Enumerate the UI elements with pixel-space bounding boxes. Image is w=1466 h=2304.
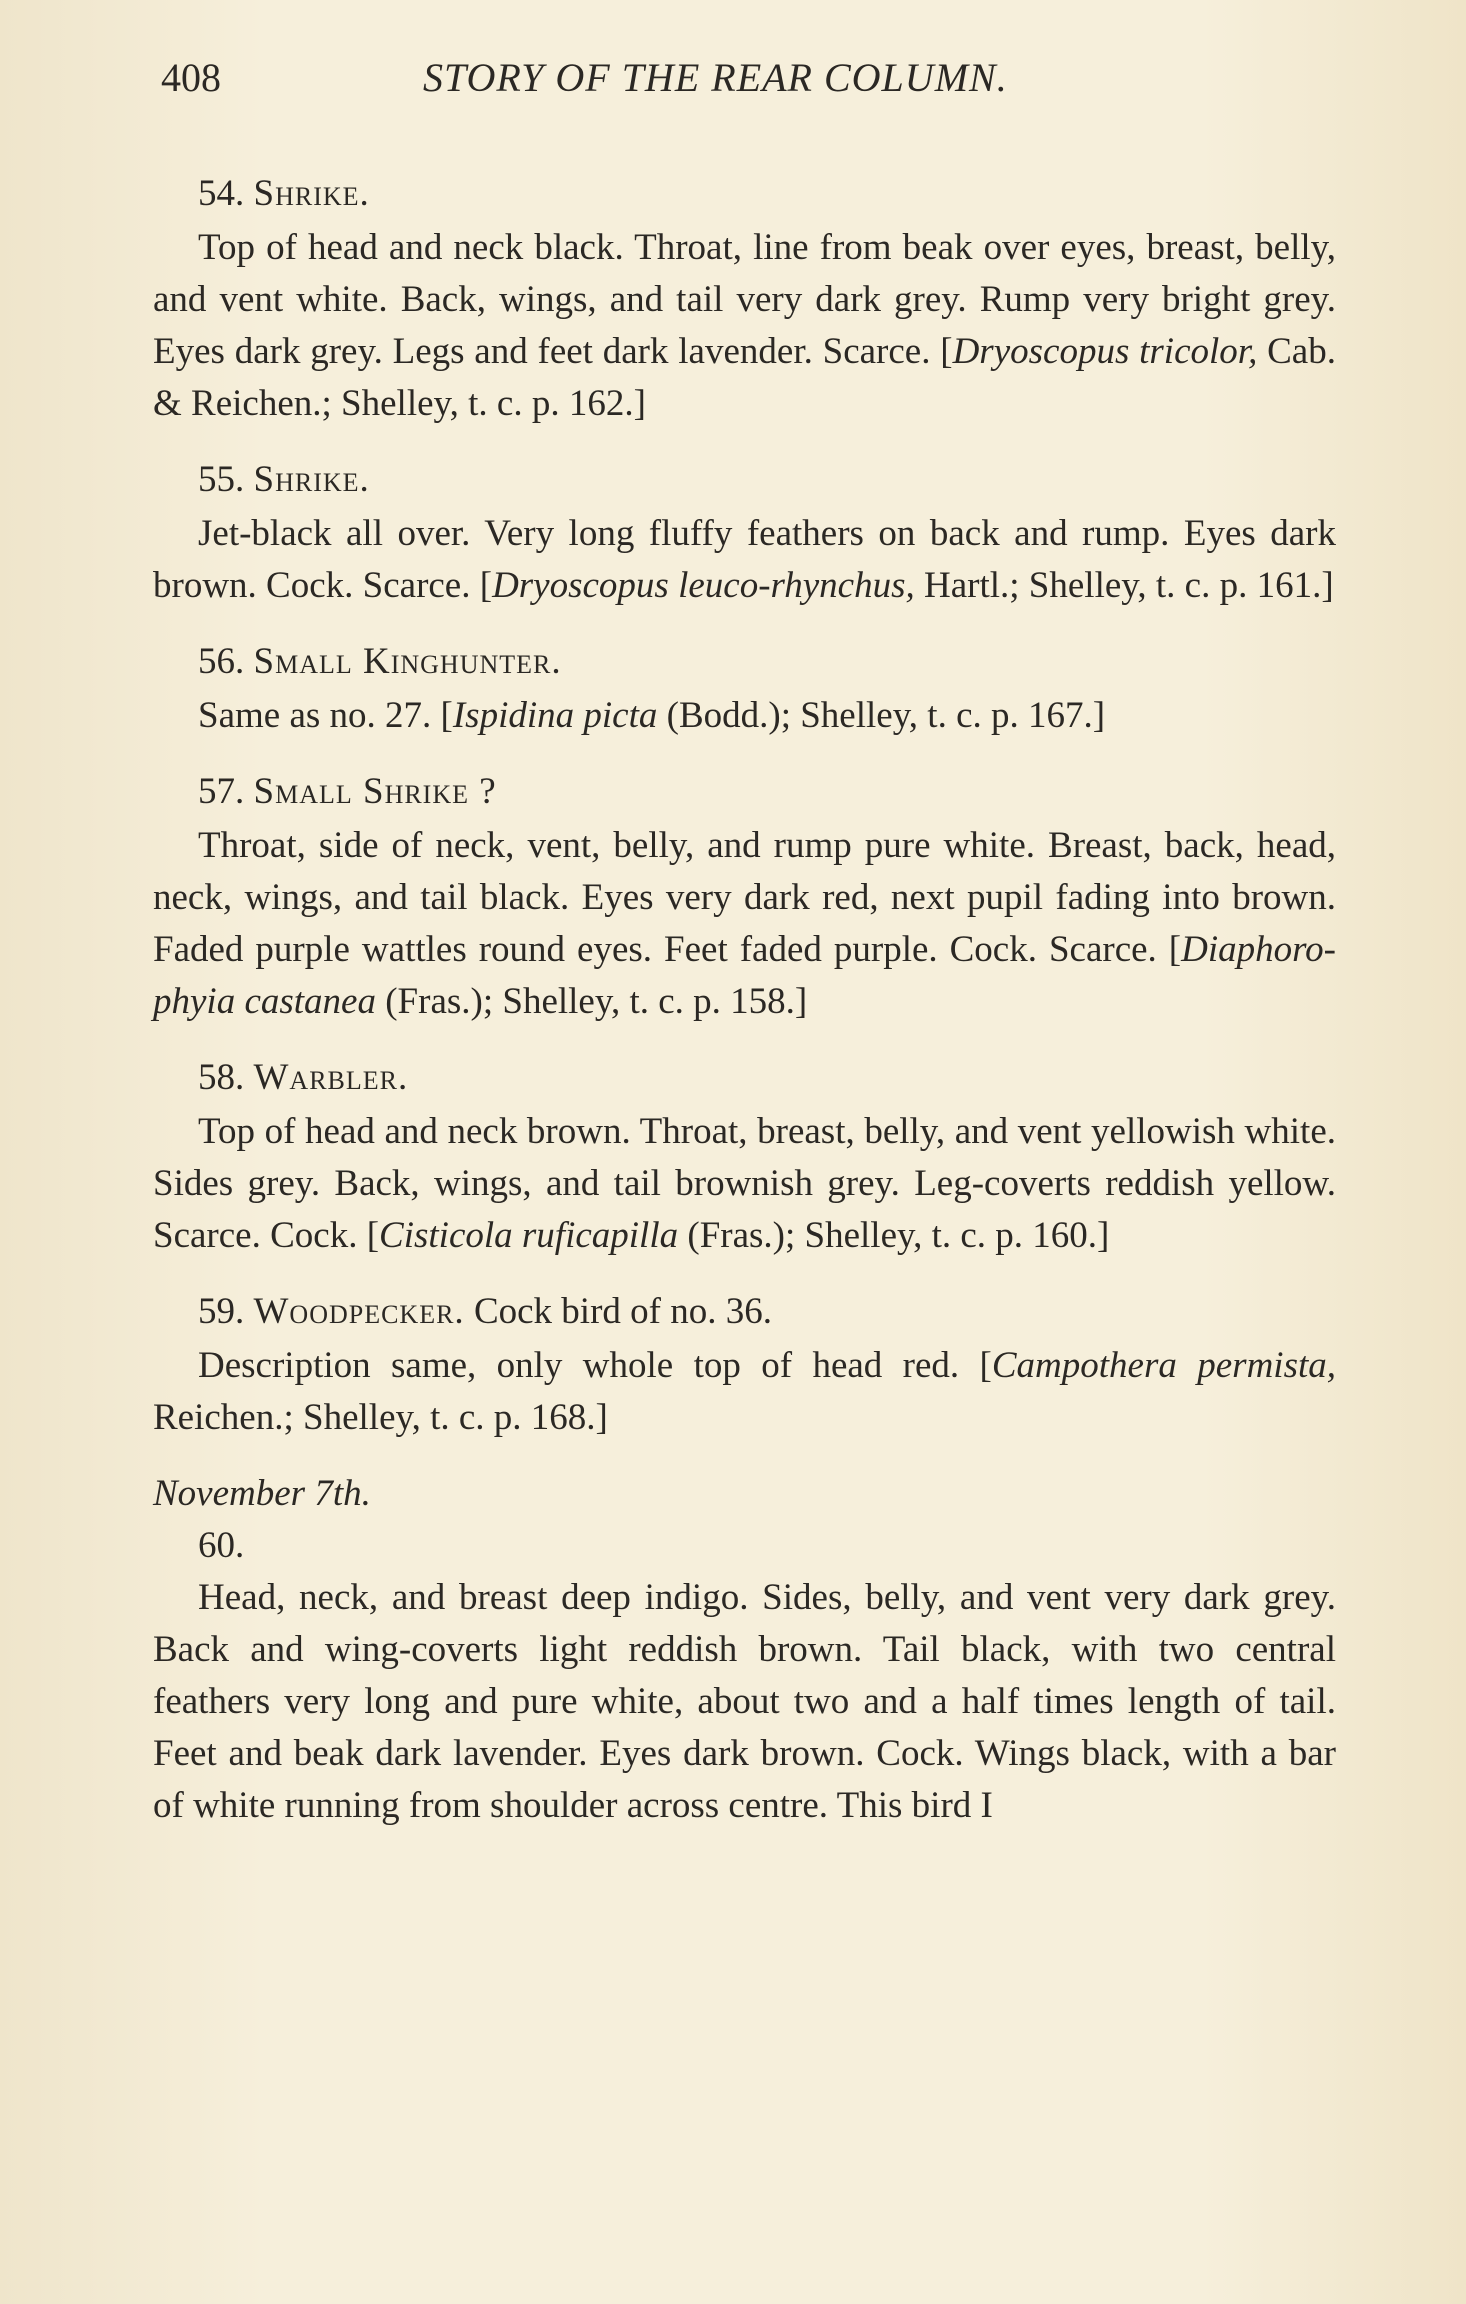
entry-60 [153,1520,1336,1832]
entry-57 [153,766,1336,1028]
entry-text: Description same, only whole top of head red. [198,1345,960,1386]
entry-description: Top of head and neck brown. Throat, breast, belly, and vent yellowish white. Sides grey. Back, wings, and tail brownish grey. Leg-coverts reddish yellow. Scarce. Cock. [Cisticola ruficapilla (Fras.); Shelley, t. c. p. 160.] [153,1111,1336,1256]
entry-heading [198,168,1336,220]
entry-description: Description same, only whole top of head red. [Campothera permista, Reichen.; Shelley, t. c. p. 168.] [153,1345,1336,1438]
entry-heading [198,766,1336,818]
entry-bird-name: Shrike. [253,459,370,500]
entry-heading [198,454,1336,506]
entry-description [153,1572,1336,1832]
entry-description: Same as no. 27. [Ispidina picta (Bodd.); Shelley, t. c. p. 167.] [198,695,1106,736]
entry-citation: Cab. & Reichen.; Shelley, t. c. p. 162.] [153,331,1336,424]
entry-bird-name: Woodpecker. [253,1291,465,1332]
page-body [153,168,1336,1832]
entry-text: Top of head and neck black. Throat, line from beak over eyes, breast, belly, and vent white. Back, wings, and tail very dark grey. Rump very bright grey. Eyes dark grey. Legs and feet dark lavender. Scarce. [153,227,1336,372]
entry-58 [153,1052,1336,1262]
running-head [153,56,1336,100]
entry-taxon: Dryoscopus tricolor, [952,331,1258,372]
entry-55 [153,454,1336,612]
entry-text: Throat, side of neck, vent, belly, and rump pure white. Breast, back, head, neck, wings, and tail black. Eyes very dark red, next pupil fading into brown. Faded purple wattles round eyes. Feet faded purple. Cock. Scarce. [153,825,1336,970]
entry-bird-name: Small Shrike ? [253,771,497,812]
entry-citation: (Bodd.); Shelley, t. c. p. 167.] [657,695,1106,736]
entry-heading [198,1052,1336,1104]
entry-59 [153,1286,1336,1444]
entry-text: Jet-black all over. Very long fluffy feathers on back and rump. Eyes dark brown. Cock. Scarce. [153,513,1336,606]
entry-description: Throat, side of neck, vent, belly, and rump pure white. Breast, back, head, neck, wings, and tail black. Eyes very dark red, next pupil fading into brown. Faded purple wattles round eyes. Feet faded purple. Cock. Scarce. [Diaphoro-phyia castanea (Fras.); Shelley, t. c. p. 158.] [153,825,1336,1022]
page-number: 408 [161,55,221,100]
entry-citation: (Fras.); Shelley, t. c. p. 158.] [375,981,808,1022]
entry-text: Head, neck, and breast deep indigo. Sides, belly, and vent very dark grey. Back and wing-coverts light reddish brown. Tail black, with two central feathers very long and pure white, about two and a half times length of tail. Feet and beak dark lavender. Eyes dark brown. Cock. Wings black, with a bar of white running from shoulder across centre. This bird I [153,1577,1336,1826]
entry-number: 58. [198,1057,245,1098]
entry-number: 57. [198,771,245,812]
entry-heading [198,636,1336,688]
entry-taxon: Diaphoro-phyia castanea [153,929,1336,1022]
entry-text: Same as no. 27. [198,695,432,736]
entry-taxon: Campothera permista, [991,1345,1336,1386]
entry-bird-name: Warbler. [253,1057,409,1098]
entry-number: 54. [198,173,245,214]
entry-number: 60. [198,1525,245,1566]
entry-citation: Hartl.; Shelley, t. c. p. 161.] [914,565,1334,606]
entry-56 [153,636,1336,742]
entry-heading [198,1286,1336,1338]
entry-citation: Reichen.; Shelley, t. c. p. 168.] [153,1397,608,1438]
entry-taxon: Dryoscopus leuco-rhynchus, [492,565,915,606]
entry-text: Top of head and neck brown. Throat, breast, belly, and vent yellowish white. Sides grey. Back, wings, and tail brownish grey. Leg-coverts reddish yellow. Scarce. Cock. [153,1111,1336,1256]
running-title: STORY OF THE REAR COLUMN. [423,55,1008,100]
entry-taxon: Ispidina picta [452,695,658,736]
date-heading: November 7th. [153,1473,371,1514]
entry-number: 56. [198,641,245,682]
entry-description: Jet-black all over. Very long fluffy feathers on back and rump. Eyes dark brown. Cock. Scarce. [Dryoscopus leuco-rhynchus, Hartl.; Shelley, t. c. p. 161.] [153,513,1336,606]
entry-description: Top of head and neck black. Throat, line from beak over eyes, breast, belly, and vent white. Back, wings, and tail very dark grey. Rump very bright grey. Eyes dark grey. Legs and feet dark lavender. Scarce. [Dryoscopus tricolor, Cab. & Reichen.; Shelley, t. c. p. 162.] [153,227,1336,424]
entry-taxon: Cisticola ruficapilla [379,1215,679,1256]
entry-inline-note: Cock bird of no. 36. [473,1291,772,1332]
entry-citation: (Fras.); Shelley, t. c. p. 160.] [678,1215,1110,1256]
entry-bird-name: Shrike. [253,173,370,214]
entry-bird-name: Small Kinghunter. [253,641,562,682]
entry-54 [153,168,1336,430]
entry-number: 59. [198,1291,245,1332]
entry-number: 55. [198,459,245,500]
